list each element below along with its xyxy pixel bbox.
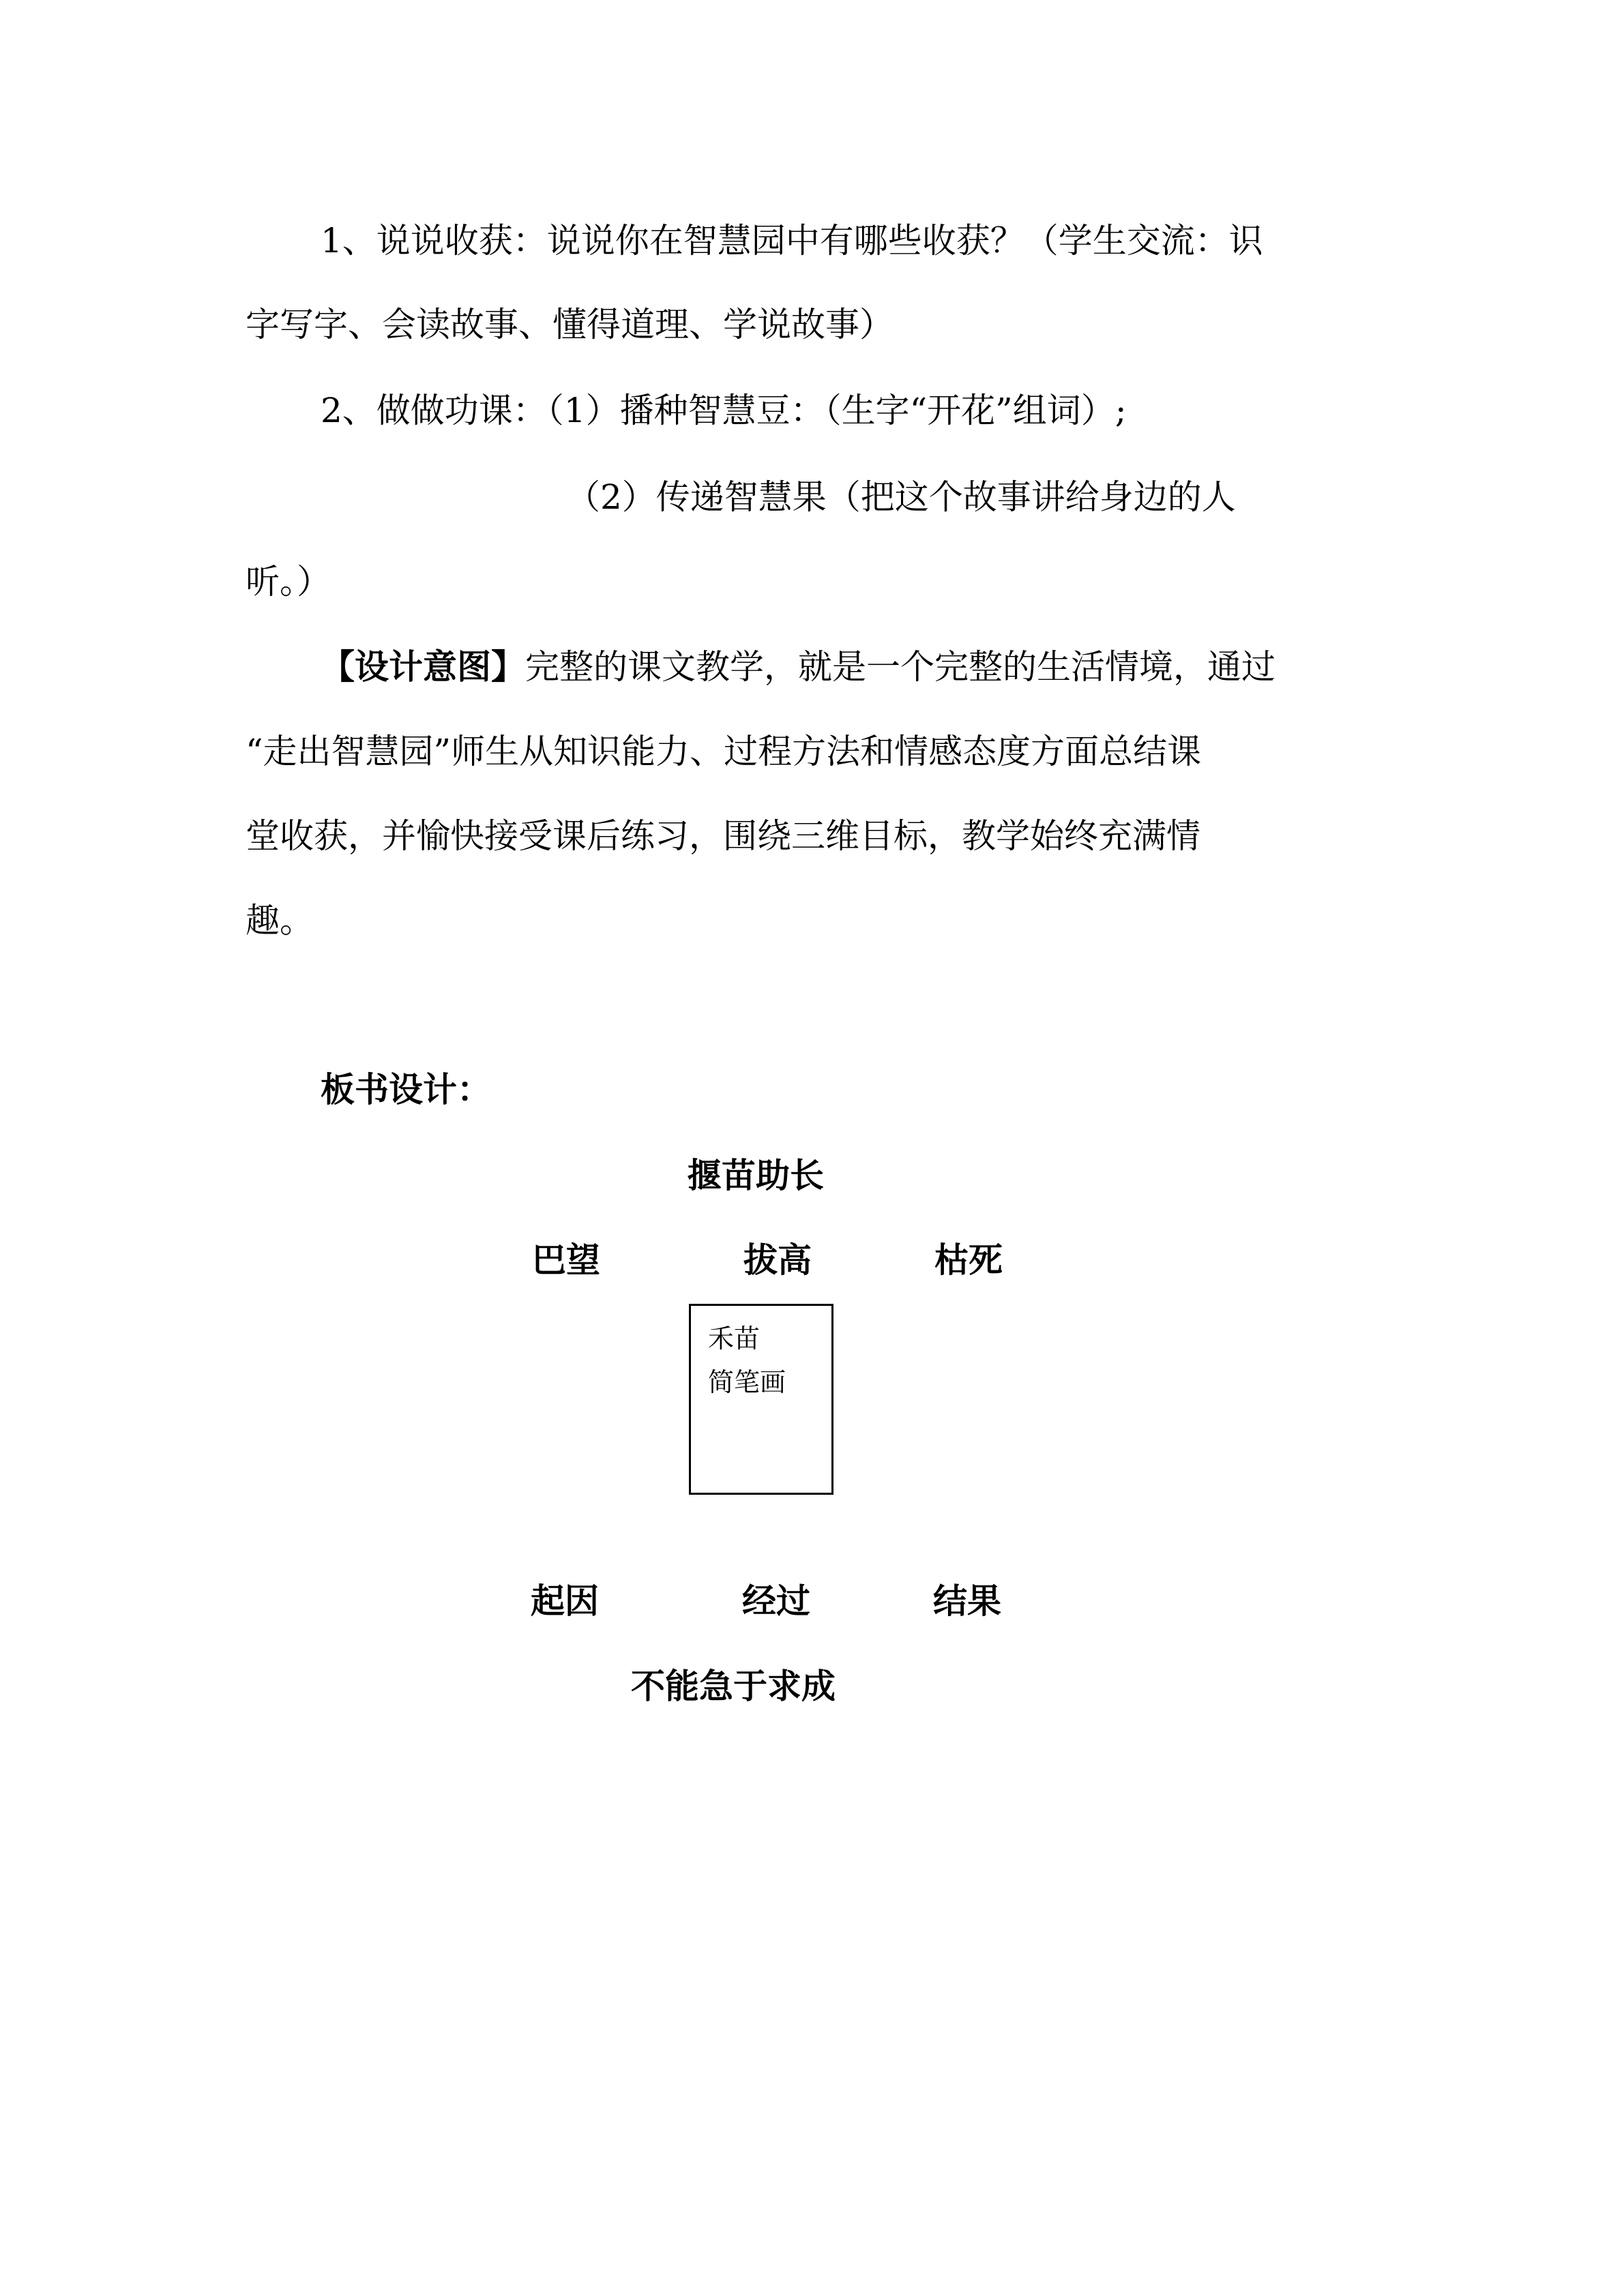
board-design-heading: 板书设计： — [321, 1069, 491, 1109]
board-bottom-left: 起因 — [531, 1581, 599, 1621]
design-intent-line-1 — [321, 646, 1275, 687]
paragraph-1-line-2: 字写字、会读故事、懂得道理、学说故事） — [246, 305, 894, 344]
board-bottom-center: 经过 — [742, 1581, 810, 1621]
design-intent-line-3: 堂收获，并愉快接受课后练习，围绕三维目标，教学始终充满情 — [246, 816, 1200, 856]
board-conclusion: 不能急于求成 — [631, 1666, 836, 1706]
board-top-center: 拔高 — [743, 1240, 812, 1280]
design-intent-label: 【设计意图】 — [321, 646, 525, 687]
board-top-right: 枯死 — [934, 1240, 1003, 1280]
board-title: 揠苗助长 — [688, 1155, 824, 1195]
paragraph-2-line-2: （2）传递智慧果（把这个故事讲给身边的人 — [566, 477, 1236, 517]
design-intent-line-4: 趣。 — [246, 901, 314, 940]
box-label-line-2: 简笔画 — [708, 1367, 786, 1397]
box-label-line-1: 禾苗 — [708, 1324, 761, 1354]
design-intent-line-2: “走出智慧园”师生从知识能力、过程方法和情感态度方面总结课 — [246, 732, 1202, 771]
paragraph-2-line-3: 听。） — [246, 562, 331, 601]
paragraph-1-line-1: 1、说说收获：说说你在智慧园中有哪些收获？（学生交流：识 — [321, 221, 1263, 260]
paragraph-2-line-1: 2、做做功课：（1）播种智慧豆：（生字“开花”组词）; — [321, 391, 1127, 430]
board-top-left: 巴望 — [532, 1240, 600, 1280]
design-intent-text-1: 完整的课文教学，就是一个完整的生活情境，通过 — [525, 647, 1275, 687]
board-bottom-right: 结果 — [933, 1581, 1001, 1621]
